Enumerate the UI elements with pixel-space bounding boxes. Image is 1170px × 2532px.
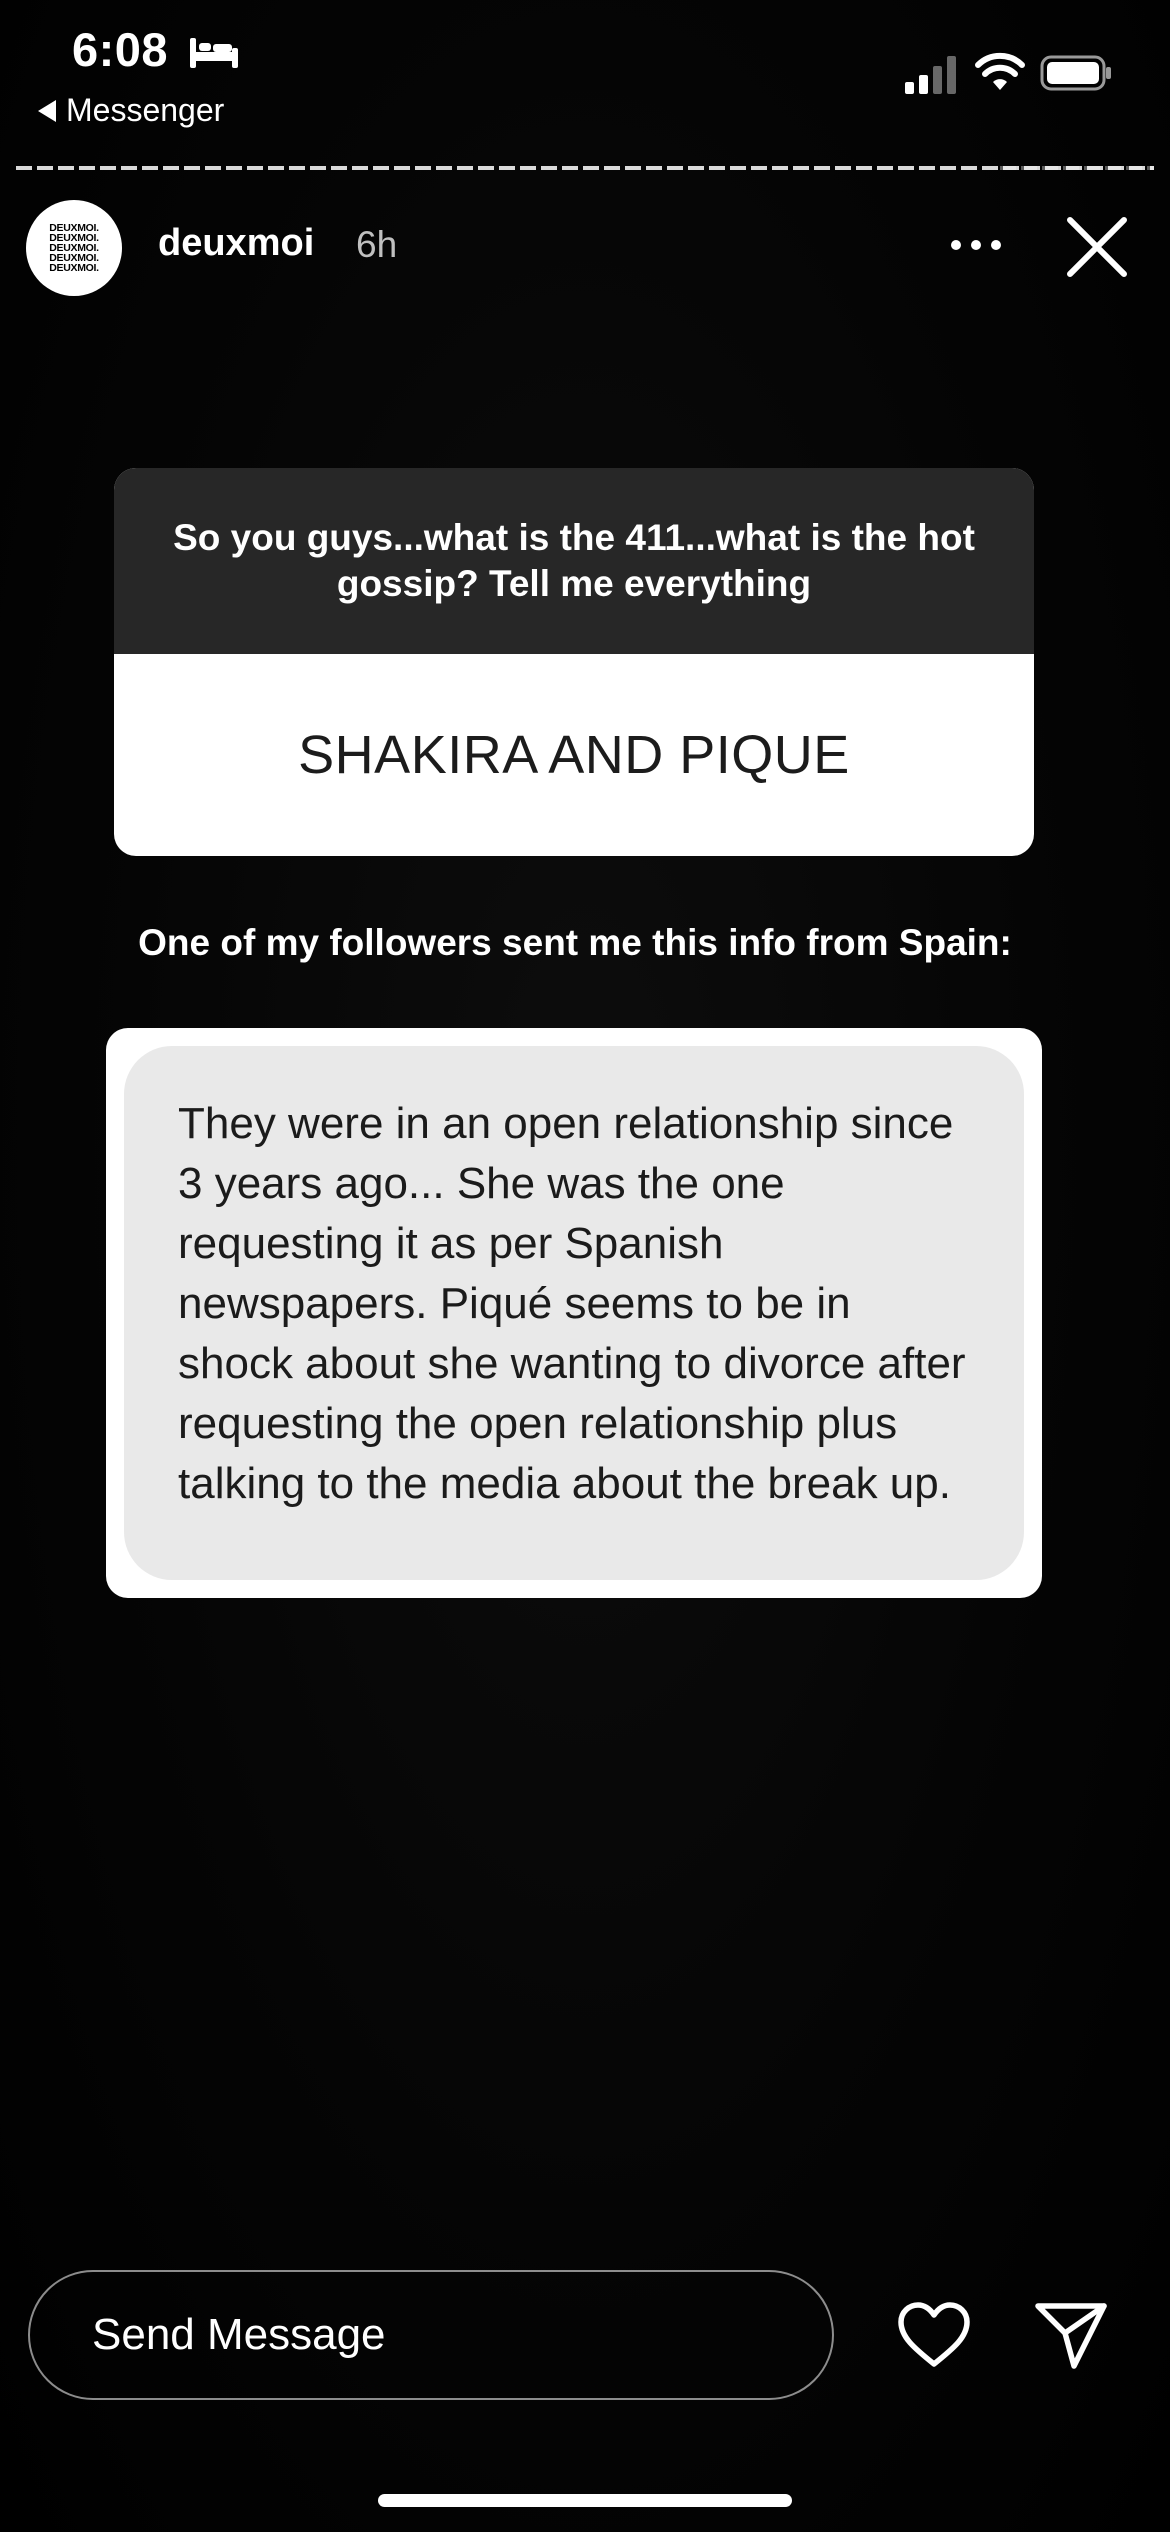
- message-bubble: [124, 1046, 1024, 1580]
- send-message-input[interactable]: [28, 2270, 834, 2400]
- message-screenshot-card: [106, 1028, 1042, 1598]
- username[interactable]: deuxmoi: [158, 222, 315, 264]
- avatar-text: DEUXMOI.: [49, 252, 99, 264]
- back-arrow-icon: [38, 100, 56, 122]
- wifi-icon: [975, 52, 1025, 92]
- battery-icon: [1040, 54, 1112, 92]
- close-icon[interactable]: [1064, 214, 1130, 280]
- avatar-text: DEUXMOI.: [49, 232, 99, 244]
- question-sticker: [114, 468, 1034, 856]
- avatar-text: DEUXMOI.: [49, 222, 99, 234]
- question-header: [114, 468, 1034, 654]
- story-caption: One of my followers sent me this info from Spain:: [138, 922, 1012, 963]
- answer-text: SHAKIRA AND PIQUE: [298, 725, 850, 785]
- home-indicator[interactable]: [378, 2494, 792, 2507]
- story-progress-remaining: [1000, 166, 1154, 170]
- story-progress-bar: [16, 166, 1154, 170]
- avatar[interactable]: [26, 200, 122, 296]
- more-options-icon[interactable]: [948, 232, 1004, 258]
- avatar-text: DEUXMOI.: [49, 262, 99, 274]
- avatar-text: DEUXMOI.: [49, 242, 99, 254]
- question-text: So you guys...what is the 411...what is the hot gossip? Tell me everything: [173, 517, 975, 604]
- back-to-messenger[interactable]: [38, 92, 224, 129]
- heart-icon[interactable]: [896, 2300, 972, 2370]
- time-ago: 6h: [356, 224, 398, 265]
- bed-icon: [188, 34, 240, 70]
- send-icon[interactable]: [1034, 2300, 1108, 2370]
- status-time: 6:08: [72, 23, 169, 76]
- back-app-label: Messenger: [66, 92, 225, 128]
- message-text: They were in an open relationship since 3 years ago... She was the one requesting it as per Spanish newspapers. Piqué seems to be in shock about she wanting to divorce after requesting the open relationship plus talking to the media about the break up.: [178, 1099, 966, 1508]
- signal-icon: [905, 56, 959, 94]
